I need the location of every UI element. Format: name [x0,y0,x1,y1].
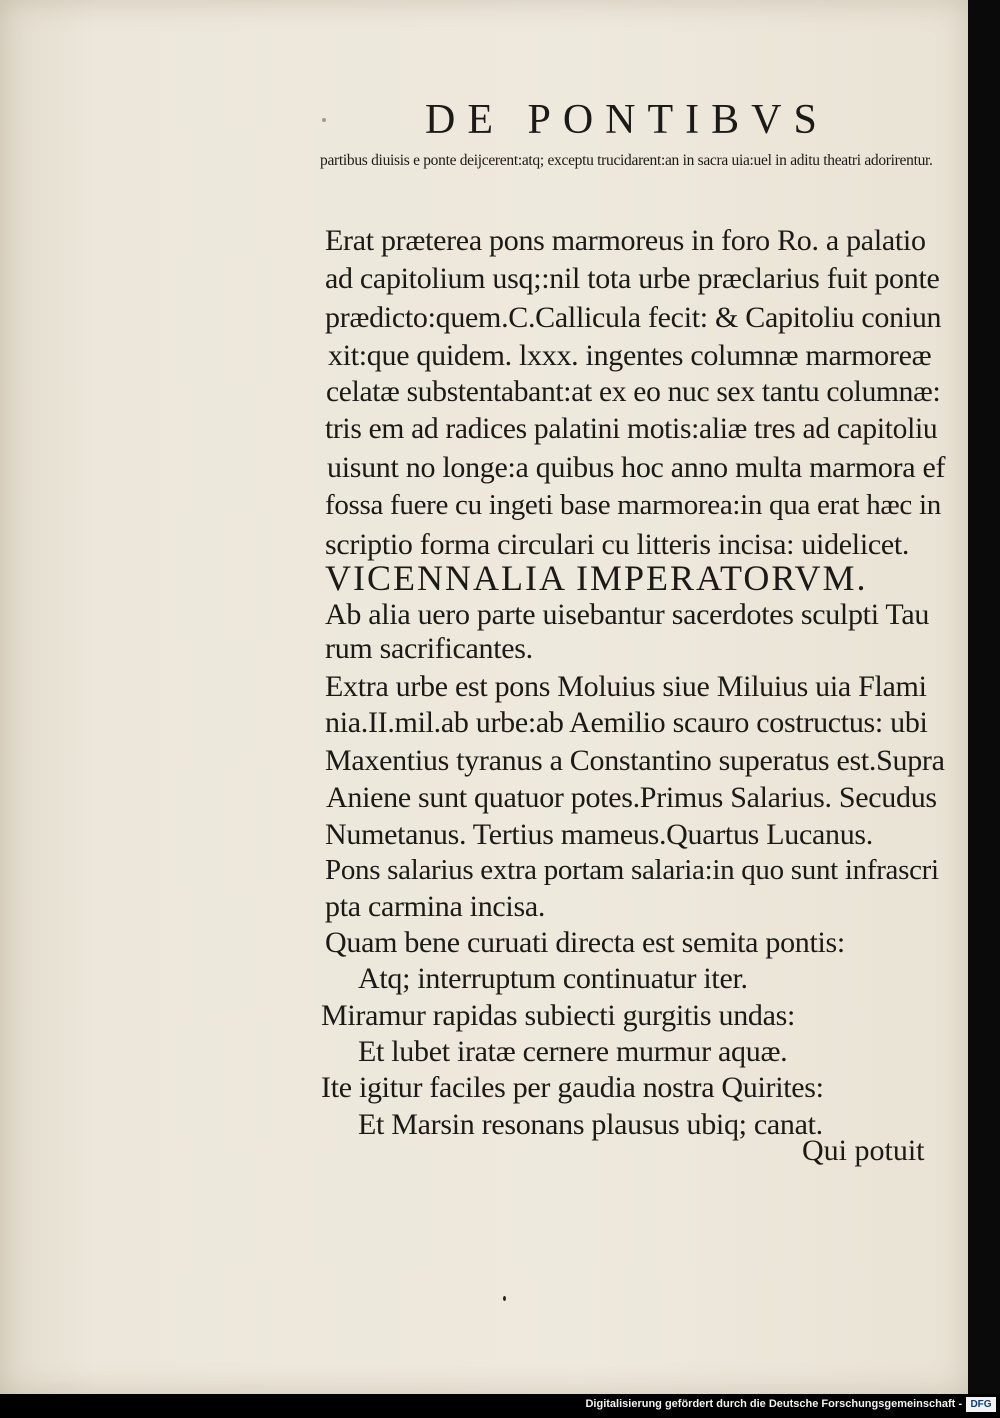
text-line: Extra urbe est pons Moluius siue Miluius uia Flami [325,670,927,703]
text-line: pta carmina incisa. [325,890,546,923]
text-line: Aniene sunt quatuor potes.Primus Salarius. Secudus [326,781,937,814]
text-line: partibus diuisis e ponte deijcerent:atq; exceptu trucidarent:an in sacra uia:uel in aditu theatri adorirentur. [320,152,933,169]
text-line: celatæ substentabant:at ex eo nuc sex tantu columnæ: [326,376,941,408]
text-line: Erat præterea pons marmoreus in foro Ro. a palatio [325,224,926,257]
verse-line: Atq; interruptum continuatur iter. [358,962,748,995]
text-line: xit:que quidem. lxxx. ingentes columnæ marmoreæ [328,339,932,372]
dfg-logo: DFG [966,1397,996,1412]
verse-line: Ite igitur faciles per gaudia nostra Quirites: [321,1071,824,1104]
running-title: DE PONTIBVS [425,97,829,143]
paper-speck [503,1296,506,1301]
text-line: rum sacrificantes. [325,632,533,665]
text-line: Pons salarius extra portam salaria:in quo sunt infrascri [325,854,939,886]
inscription-heading: VICENNALIA IMPERATORVM. [325,558,868,598]
catchword: Qui potuit [802,1134,925,1167]
text-line: nia.II.mil.ab urbe:ab Aemilio scauro costructus: ubi [325,706,928,739]
text-line: Numetanus. Tertius mameus.Quartus Lucanus. [325,818,873,851]
text-line: uisunt no longe:a quibus hoc anno multa marmora ef [327,451,946,484]
text-line: Ab alia uero parte uisebantur sacerdotes sculpti Tau [325,598,930,631]
paper-speck [322,118,326,122]
verse-line: Et lubet iratæ cernere murmur aquæ. [358,1035,788,1068]
text-line: scriptio forma circulari cu litteris incisa: uidelicet. [325,528,910,561]
verse-line: Miramur rapidas subiecti gurgitis undas: [321,999,796,1032]
text-line: fossa fuere cu ingeti base marmorea:in qua erat hæc in [325,489,941,521]
text-line: Maxentius tyranus a Constantino superatus est.Supra [325,744,945,777]
funding-credit: Digitalisierung gefördert durch die Deutsche Forschungsgemeinschaft - [585,1398,962,1410]
footer-bar [0,1394,1000,1418]
text-line: tris em ad radices palatini motis:aliæ tres ad capitoliu [325,413,938,445]
scan-border [968,0,1000,1394]
text-line: ad capitolium usq;:nil tota urbe præclarius fuit ponte [325,262,940,295]
text-line: prædicto:quem.C.Callicula fecit: & Capitoliu coniun [325,301,942,334]
verse-line: Quam bene curuati directa est semita pontis: [325,926,845,959]
verse-line: Et Marsin resonans plausus ubiq; canat. [358,1108,823,1141]
